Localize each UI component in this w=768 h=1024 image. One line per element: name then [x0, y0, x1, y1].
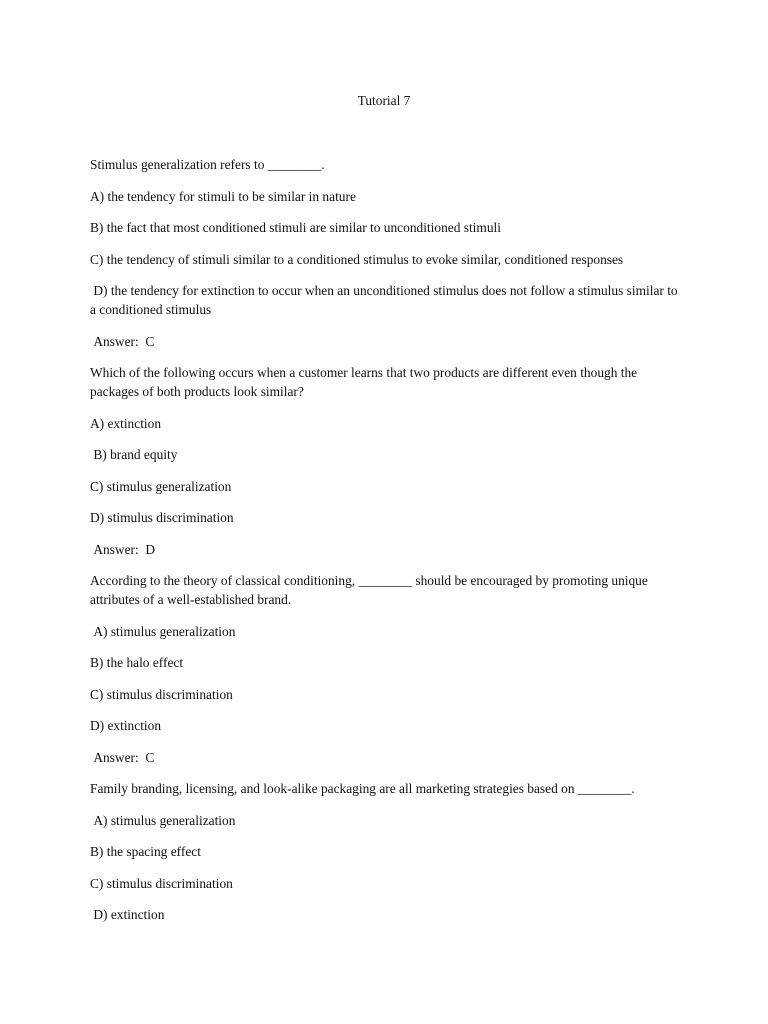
- document-body: [90, 155, 680, 937]
- question-2-option-c: C) stimulus generalization: [90, 478, 232, 494]
- question-2-option-d: D) stimulus discrimination: [90, 510, 234, 525]
- question-1-option-d: D) the tendency for extinction to occur when an unconditioned stimulus does not follow a stimulus similar to a conditioned stimulus: [90, 283, 681, 317]
- question-4-stem: Family branding, licensing, and look-alike packaging are all marketing strategies based on ________.: [90, 781, 635, 796]
- question-3-option-c: C) stimulus discrimination: [90, 686, 233, 702]
- question-4-option-a: A) stimulus generalization: [90, 812, 236, 828]
- page-title: Tutorial 7: [357, 93, 411, 108]
- question-4-option-b: B) the spacing effect: [90, 844, 201, 859]
- question-4-option-d: D) extinction: [90, 907, 165, 922]
- question-2-option-a: A) extinction: [90, 415, 162, 431]
- question-1-option-a: A) the tendency for stimuli to be similar in nature: [90, 188, 356, 204]
- question-4-option-c: C) stimulus discrimination: [90, 875, 233, 891]
- question-3-option-b: B) the halo effect: [90, 655, 184, 670]
- question-2-stem: Which of the following occurs when a customer learns that two products are different even though the packages of both products look similar?: [90, 365, 641, 399]
- question-1-option-b: B) the fact that most conditioned stimuli are similar to unconditioned stimuli: [90, 220, 501, 235]
- question-2-answer: Answer: D: [90, 541, 156, 557]
- question-1-answer: Answer: C: [90, 333, 155, 349]
- question-3-option-a: A) stimulus generalization: [90, 623, 236, 639]
- question-2-option-b: B) brand equity: [90, 447, 178, 462]
- question-1-stem: Stimulus generalization refers to ________.: [90, 157, 325, 172]
- question-3-answer: Answer: C: [90, 749, 155, 765]
- question-1-option-c: C) the tendency of stimuli similar to a conditioned stimulus to evoke similar, conditioned responses: [90, 251, 624, 267]
- question-3-option-d: D) extinction: [90, 718, 162, 733]
- question-3-stem: According to the theory of classical conditioning, ________ should be encouraged by promoting unique attributes of a well-established brand.: [90, 573, 652, 607]
